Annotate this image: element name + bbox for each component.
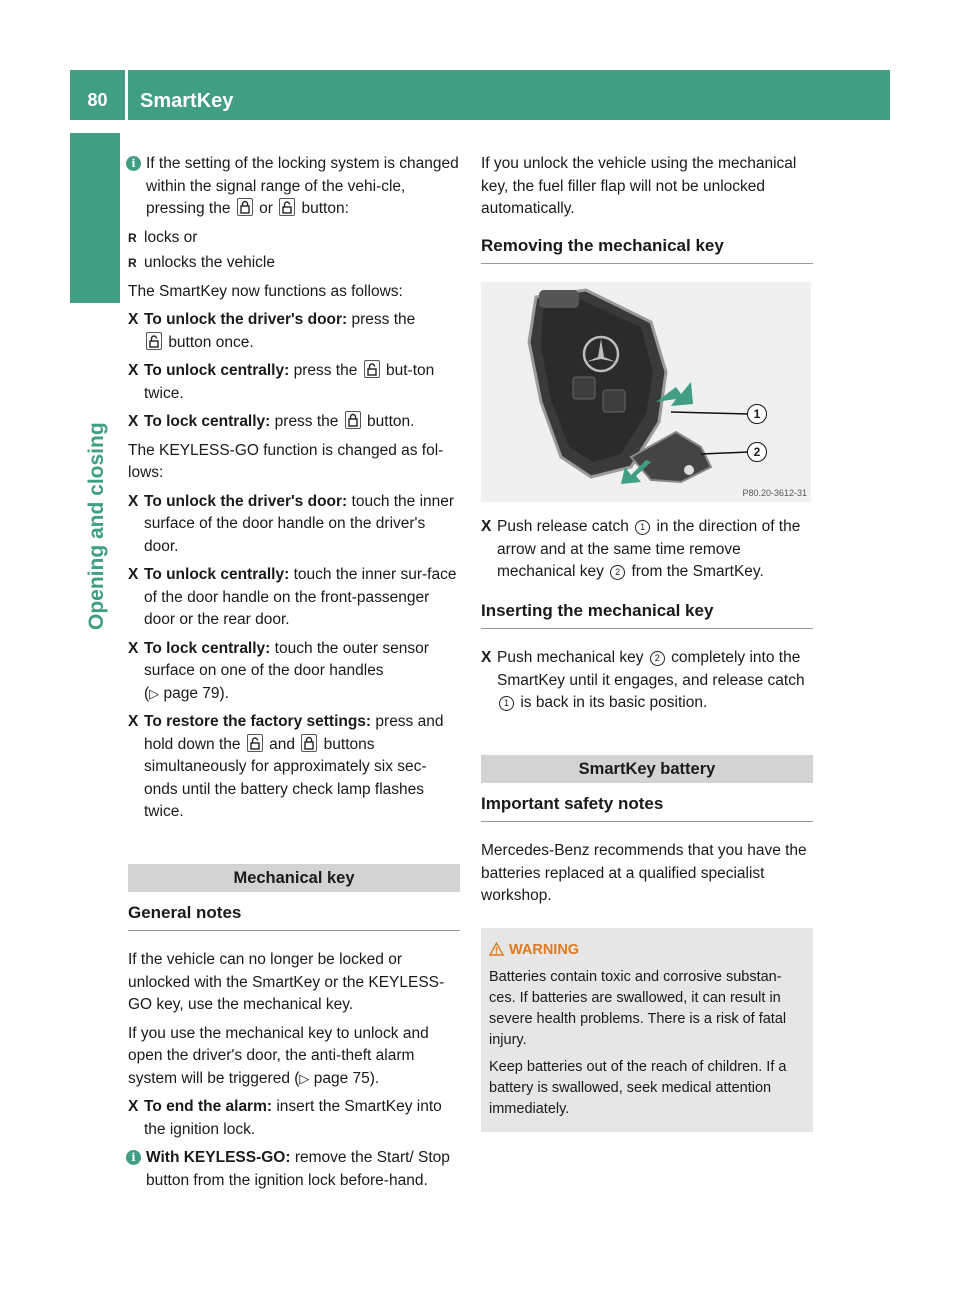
paragraph-text: If you use the mechanical key to unlock and open the driver's door, the anti-theft alarm system will be triggered ( xyxy=(128,1024,429,1087)
page-title: SmartKey xyxy=(140,90,234,112)
fuel-flap-note: If you unlock the vehicle using the mechanical key, the fuel filler flap will not be unlocked automatically. xyxy=(481,155,797,217)
info-text-end: button: xyxy=(301,200,349,217)
step-icon: X xyxy=(128,713,139,730)
step-icon: X xyxy=(128,1098,139,1115)
step-icon: X xyxy=(128,566,139,583)
warning-box xyxy=(481,928,813,1132)
step-text-tail: ). xyxy=(219,684,229,702)
step-icon: X xyxy=(128,413,139,430)
step-restore-factory-settings xyxy=(128,711,460,824)
step-text: press the xyxy=(351,311,416,328)
page-reference-link[interactable]: page 79 xyxy=(163,684,220,702)
step-text: press the xyxy=(293,362,358,379)
step-keyless-unlock-drivers-door xyxy=(128,491,460,559)
step-text: from the SmartKey. xyxy=(631,563,764,580)
step-icon: X xyxy=(128,492,139,510)
warning-title xyxy=(489,940,805,961)
step-title: To unlock centrally: xyxy=(144,362,290,379)
info-note xyxy=(128,153,460,221)
warning-text-1: Batteries contain toxic and corrosive substan-ces. If batteries are swallowed, it can result in severe health problems. There is a risk of fatal injury. xyxy=(489,968,787,1048)
step-end-alarm xyxy=(128,1096,460,1141)
warning-text-2: Keep batteries out of the reach of children. If a battery is swallowed, seek medical attention immediately. xyxy=(489,1058,787,1117)
lock-button-icon xyxy=(345,411,361,429)
callout-2: 2 xyxy=(747,442,767,462)
step-remove-key xyxy=(481,516,813,584)
section-title-mechanical-key: Mechanical key xyxy=(128,864,460,892)
step-title: To lock centrally: xyxy=(144,413,271,430)
unlock-button-icon xyxy=(146,332,162,350)
step-icon: X xyxy=(128,639,139,657)
smartkey-illustration xyxy=(481,282,811,502)
general-notes-p2 xyxy=(128,1023,460,1091)
page-number: 80 xyxy=(87,90,108,110)
step-title: To unlock centrally: xyxy=(144,566,290,583)
step-icon: X xyxy=(481,649,492,666)
step-title: To lock centrally: xyxy=(144,639,271,657)
figure-code: P80.20-3612-31 xyxy=(742,488,807,498)
list-item: R unlocks the vehicle xyxy=(128,252,460,275)
general-notes-p1: If the vehicle can no longer be locked or unlocked with the SmartKey or the KEYLESS-GO key, use the mechanical key. xyxy=(128,951,445,1013)
page-ref-arrow-icon: ▷ xyxy=(149,685,160,701)
chapter-label-text: Opening and closing xyxy=(85,422,108,630)
step-text: press the xyxy=(274,413,339,430)
step-text: insert the SmartKey into the ignition lock. xyxy=(144,1098,442,1138)
callout-2-icon: 2 xyxy=(650,651,665,666)
unlock-button-icon xyxy=(247,734,263,752)
step-text: completely into the SmartKey until it engages, and release catch xyxy=(497,649,805,689)
step-unlock-drivers-door xyxy=(128,309,460,354)
callout-1-icon: 1 xyxy=(499,696,514,711)
callout-1-icon: 1 xyxy=(635,520,650,535)
step-lock-centrally xyxy=(128,411,460,434)
paragraph-text-tail: ). xyxy=(369,1069,380,1087)
step-text: buttons simultaneously for approximately six sec-onds until the battery check lamp flashes twice. xyxy=(144,735,427,820)
step-title: To restore the factory settings: xyxy=(144,713,372,730)
left-column xyxy=(128,153,460,1198)
heading-removing-mechanical-key: Removing the mechanical key xyxy=(481,235,813,265)
step-insert-key xyxy=(481,647,813,715)
step-text: button. xyxy=(367,413,415,430)
list-item: R locks or xyxy=(128,227,460,250)
info-text: remove the Start/ Stop button from the ignition lock before-hand. xyxy=(146,1149,450,1189)
info-text: If the setting of the locking system is changed within the signal range of the vehi-cle, pressing the xyxy=(146,155,459,217)
callout-2-icon: 2 xyxy=(610,565,625,580)
step-text: and xyxy=(269,735,296,753)
header-separator xyxy=(125,70,128,120)
info-text-or: or xyxy=(259,200,273,217)
step-icon: X xyxy=(481,518,492,535)
page-reference-link[interactable]: page 75 xyxy=(313,1069,370,1087)
info-icon: i xyxy=(126,156,141,171)
step-title: To end the alarm: xyxy=(144,1098,273,1115)
step-text: touch the inner sur-face of the door handle on the front-passenger door or the rear door. xyxy=(144,566,457,628)
step-text: is back in its basic position. xyxy=(520,694,708,711)
step-text: button once. xyxy=(168,333,254,351)
warning-triangle-icon xyxy=(489,942,504,956)
step-title: To unlock the driver's door: xyxy=(144,311,348,328)
keyless-intro: The KEYLESS-GO function is changed as fol-lows: xyxy=(128,441,444,481)
heading-general-notes: General notes xyxy=(128,902,460,932)
step-keyless-lock-centrally: X To lock centrally: touch the outer sensor surface on one of the door handles (▷ page 79). xyxy=(128,639,429,702)
page-ref-arrow-icon: ▷ xyxy=(299,1070,310,1086)
section-title-smartkey-battery: SmartKey battery xyxy=(481,755,813,783)
info-note-keyless xyxy=(128,1147,460,1192)
right-column xyxy=(481,153,813,1132)
step-unlock-centrally xyxy=(128,360,460,405)
smartkey-intro: The SmartKey now functions as follows: xyxy=(128,282,403,300)
step-text: touch the inner surface of the door handle on the driver's door. xyxy=(144,492,455,555)
step-icon: X xyxy=(128,311,139,328)
step-text: press and hold down the xyxy=(144,713,444,753)
chapter-tab xyxy=(70,133,120,303)
lock-button-icon xyxy=(237,198,253,216)
info-title: With KEYLESS-GO: xyxy=(146,1149,291,1166)
heading-inserting-mechanical-key: Inserting the mechanical key xyxy=(481,600,813,630)
step-text: Push release catch xyxy=(497,518,629,535)
unlock-button-icon xyxy=(279,198,295,216)
step-text: touch the outer sensor surface on one of the door handles xyxy=(144,639,429,679)
step-keyless-unlock-centrally xyxy=(128,564,460,632)
callout-1: 1 xyxy=(747,404,767,424)
smartkey-figure xyxy=(481,282,811,502)
step-text: in the direction of the arrow and at the same time remove mechanical key xyxy=(497,518,801,580)
step-text: but-ton twice. xyxy=(144,362,435,402)
info-icon: i xyxy=(126,1150,141,1165)
unlock-button-icon xyxy=(364,360,380,378)
warning-title-text: WARNING xyxy=(509,941,580,958)
lock-button-icon xyxy=(301,734,317,752)
safety-paragraph: Mercedes-Benz recommends that you have the batteries replaced at a qualified specialist workshop. xyxy=(481,842,807,904)
step-text: Push mechanical key xyxy=(497,649,644,666)
step-title: To unlock the driver's door: xyxy=(144,492,348,510)
heading-important-safety-notes: Important safety notes xyxy=(481,793,813,823)
step-icon: X xyxy=(128,362,139,379)
